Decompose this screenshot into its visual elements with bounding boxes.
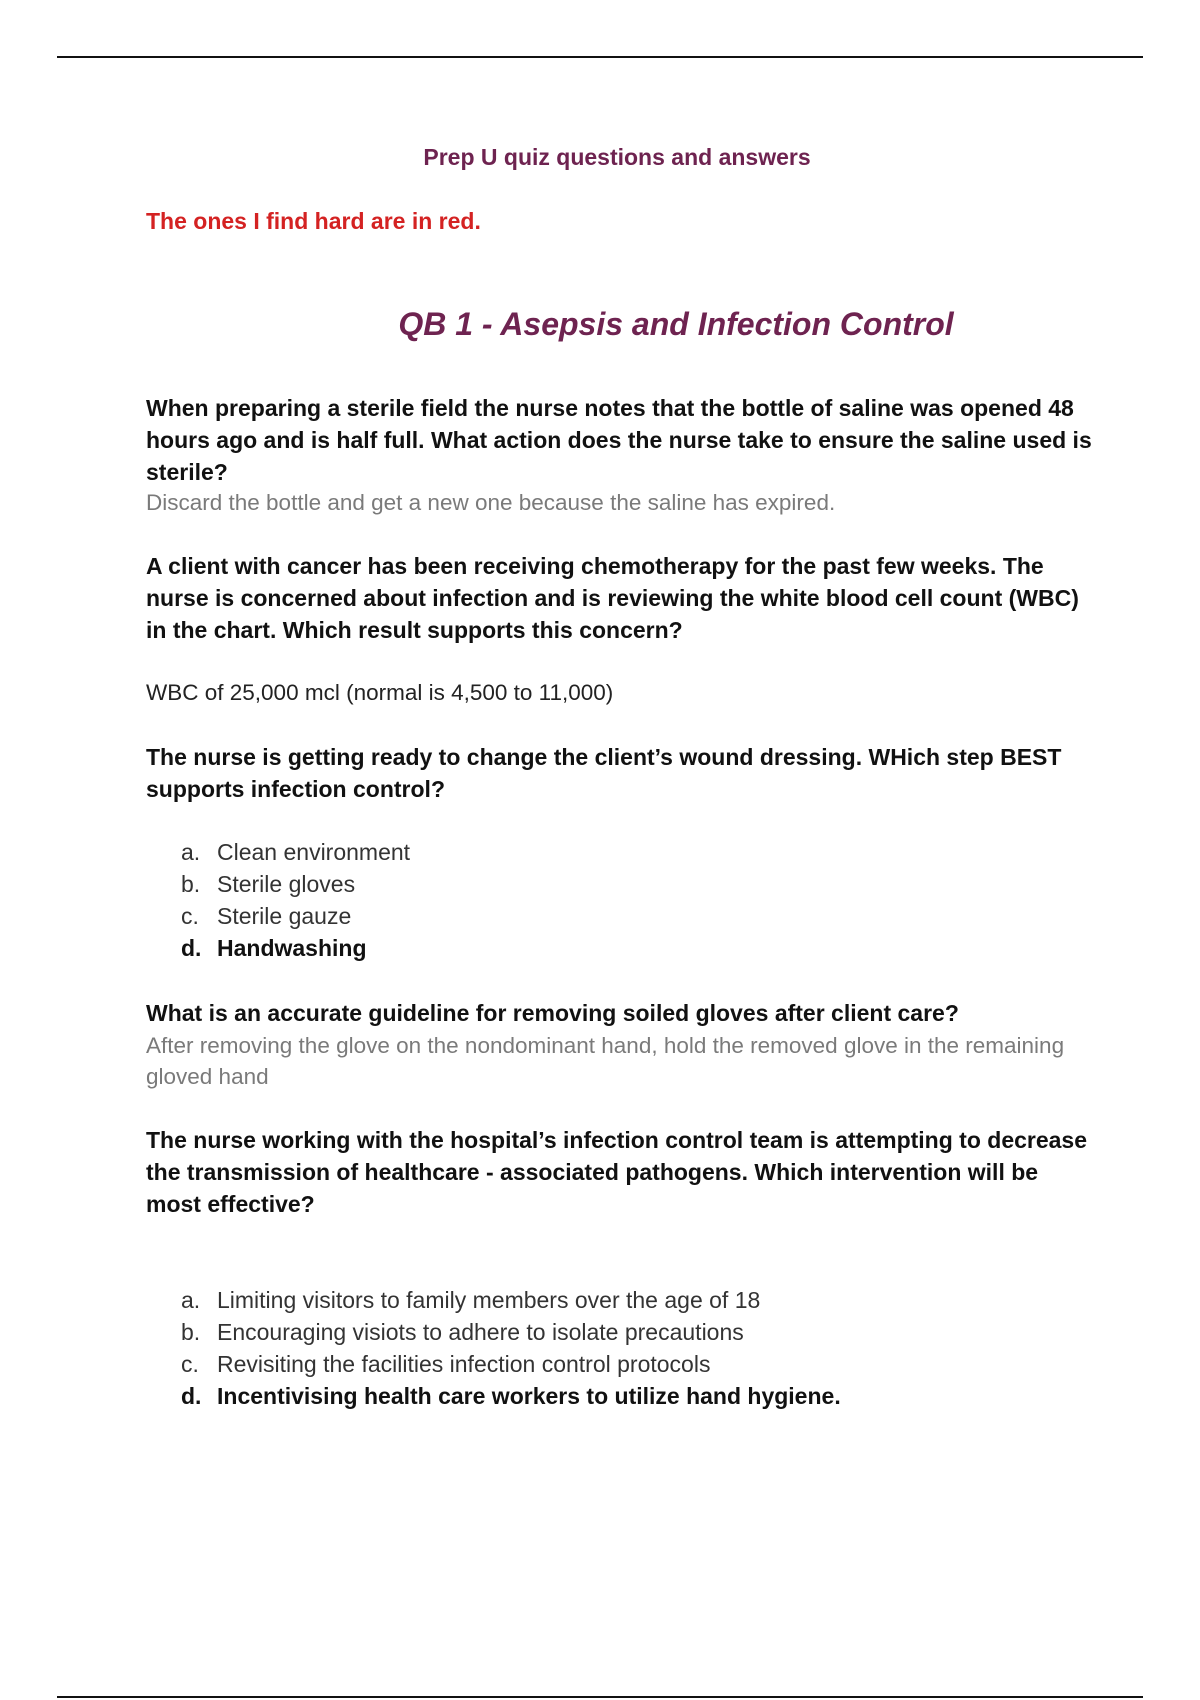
question-3: The nurse is getting ready to change the client’s wound dressing. WHich step BEST supports infection control? xyxy=(146,744,1062,802)
question-3-options xyxy=(181,836,410,964)
document-title: Prep U quiz questions and answers xyxy=(423,144,811,170)
answer-1: Discard the bottle and get a new one because the saline has expired. xyxy=(146,490,836,515)
option: c. Revisiting the facilities infection control protocols xyxy=(181,1351,711,1377)
correct-option: d. Incentivising health care workers to utilize hand hygiene. xyxy=(181,1383,841,1409)
answer-2: WBC of 25,000 mcl (normal is 4,500 to 11,000) xyxy=(146,680,614,705)
option: a. Clean environment xyxy=(181,839,411,865)
question-4: What is an accurate guideline for removing soiled gloves after client care? xyxy=(146,1000,959,1026)
hard-questions-note: The ones I find hard are in red. xyxy=(146,208,481,234)
top-rule xyxy=(57,56,1143,58)
option: b. Encouraging visiots to adhere to isolate precautions xyxy=(181,1319,744,1345)
question-2: A client with cancer has been receiving chemotherapy for the past few weeks. The nurse is concerned about infection and is reviewing the white blood cell count (WBC) in the chart. Which result supports this concern? xyxy=(146,553,1079,643)
correct-option: d. Handwashing xyxy=(181,935,367,961)
option: b. Sterile gloves xyxy=(181,871,356,897)
bottom-rule xyxy=(57,1696,1143,1698)
question-1: When preparing a sterile field the nurse notes that the bottle of saline was opened 48 hours ago and is half full. What action does the nurse take to ensure the saline used is sterile? xyxy=(146,395,1092,485)
section-heading: QB 1 - Asepsis and Infection Control xyxy=(398,306,954,342)
option: a. Limiting visitors to family members over the age of 18 xyxy=(181,1287,761,1313)
option: c. Sterile gauze xyxy=(181,903,352,929)
question-5: The nurse working with the hospital’s infection control team is attempting to decrease the transmission of healthcare - associated pathogens. Which intervention will be most effective? xyxy=(146,1127,1088,1217)
question-5-options xyxy=(181,1284,841,1412)
answer-4: After removing the glove on the nondominant hand, hold the removed glove in the remaining gloved hand xyxy=(146,1033,1065,1089)
